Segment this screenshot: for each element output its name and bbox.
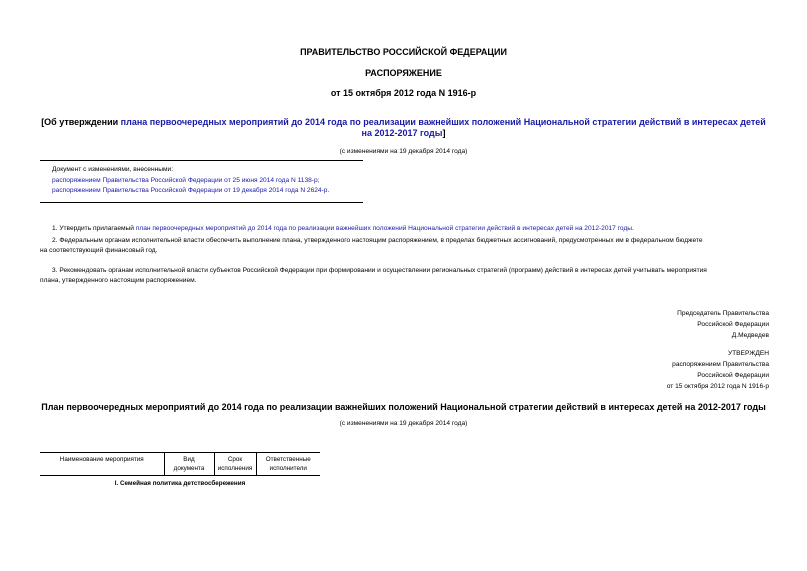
p1-prefix: 1. Утвердить прилагаемый xyxy=(52,225,136,232)
title-suffix: ] xyxy=(442,128,446,138)
col-header-name: Наименование мероприятия xyxy=(40,453,164,476)
document-title xyxy=(38,117,769,139)
date-number: от 15 октября 2012 года N 1916-р xyxy=(330,88,477,98)
changes-heading: Документ с изменениями, внесенными: xyxy=(52,166,174,173)
title-revision: (с изменениями на 19 декабря 2014 года) xyxy=(339,148,468,155)
col-header-spacer xyxy=(320,453,763,476)
changes-link-2014-06[interactable]: распоряжением Правительства Российской Федерации от 25 июня 2014 года N 1138-р; xyxy=(52,176,320,184)
p1-plan-link[interactable]: план первоочередных мероприятий до 2014 года по реализации важнейших положений Национальной стратегии действий в интересах детей на 2012-2017 годы xyxy=(135,225,633,232)
col-header-deadline-l1: Срок xyxy=(227,456,243,463)
doc-type-heading: РАСПОРЯЖЕНИЕ xyxy=(365,68,442,78)
paragraph-3-line-2: плана, утвержденного настоящим распоряжением. xyxy=(40,277,197,284)
approved-block xyxy=(667,348,769,392)
approved-date: от 15 октября 2012 года N 1916-р xyxy=(666,383,769,390)
p1-suffix: . xyxy=(632,225,634,232)
col-header-deadline-l2: исполнения xyxy=(217,465,253,472)
changes-box xyxy=(52,165,329,197)
approved-heading: УТВЕРЖДЕН xyxy=(727,350,769,357)
col-header-responsible-l1: Ответственные xyxy=(265,456,311,463)
government-heading: ПРАВИТЕЛЬСТВО РОССИЙСКОЙ ФЕДЕРАЦИИ xyxy=(300,47,507,57)
signature-country: Российской Федерации xyxy=(697,321,769,328)
plan-table xyxy=(40,452,763,490)
signature-name: Д.Медведев xyxy=(731,332,769,339)
changes-link-2014-12[interactable]: распоряжением Правительства Российской Федерации от 19 декабря 2014 года N 2624-р. xyxy=(52,187,330,194)
col-header-doc-type: Вид документа xyxy=(164,453,214,476)
paragraph-2-line-2: на соответствующий финансовый год. xyxy=(40,247,158,254)
plan-revision: (с изменениями на 19 декабря 2014 года) xyxy=(339,420,468,427)
changes-top-divider xyxy=(40,160,363,161)
plan-title: План первоочередных мероприятий до 2014 года по реализации важнейших положений Национальной стратегии действий в интересах детей на 2012-2017 годы xyxy=(41,402,766,412)
changes-bottom-divider xyxy=(40,202,363,203)
paragraph-1 xyxy=(52,224,634,234)
signature-position: Председатель Правительства xyxy=(677,310,769,317)
table-section-row xyxy=(40,476,763,491)
section-title: I. Семейная политика детствосбережения xyxy=(114,480,246,487)
paragraph-2-line-1: 2. Федеральным органам исполнительной власти обеспечить выполнение плана, утвержденного настоящим распоряжением, в пределах бюджетных ассигнований, предусмотренных им в федеральном бюджете xyxy=(52,237,703,244)
col-header-deadline xyxy=(214,453,256,476)
table-header-row xyxy=(40,453,763,476)
title-plan-link[interactable]: плана первоочередных мероприятий до 2014 года по реализации важнейших положений Национальной стратегии действий в интересах детей на 2012-2017 годы xyxy=(120,117,766,138)
paragraph-3-line-1: 3. Рекомендовать органам исполнительной власти субъектов Российской Федерации при формировании и осуществлении региональных стратегий (программ) действий в интересах детей учитывать мероприятия xyxy=(52,267,707,274)
approved-by: распоряжением Правительства xyxy=(672,361,769,368)
approved-country: Российской Федерации xyxy=(697,372,769,379)
signature-block xyxy=(677,308,769,341)
col-header-responsible xyxy=(256,453,320,476)
title-prefix: [Об утверждении xyxy=(41,117,121,127)
col-header-responsible-l2: исполнители xyxy=(269,465,307,472)
